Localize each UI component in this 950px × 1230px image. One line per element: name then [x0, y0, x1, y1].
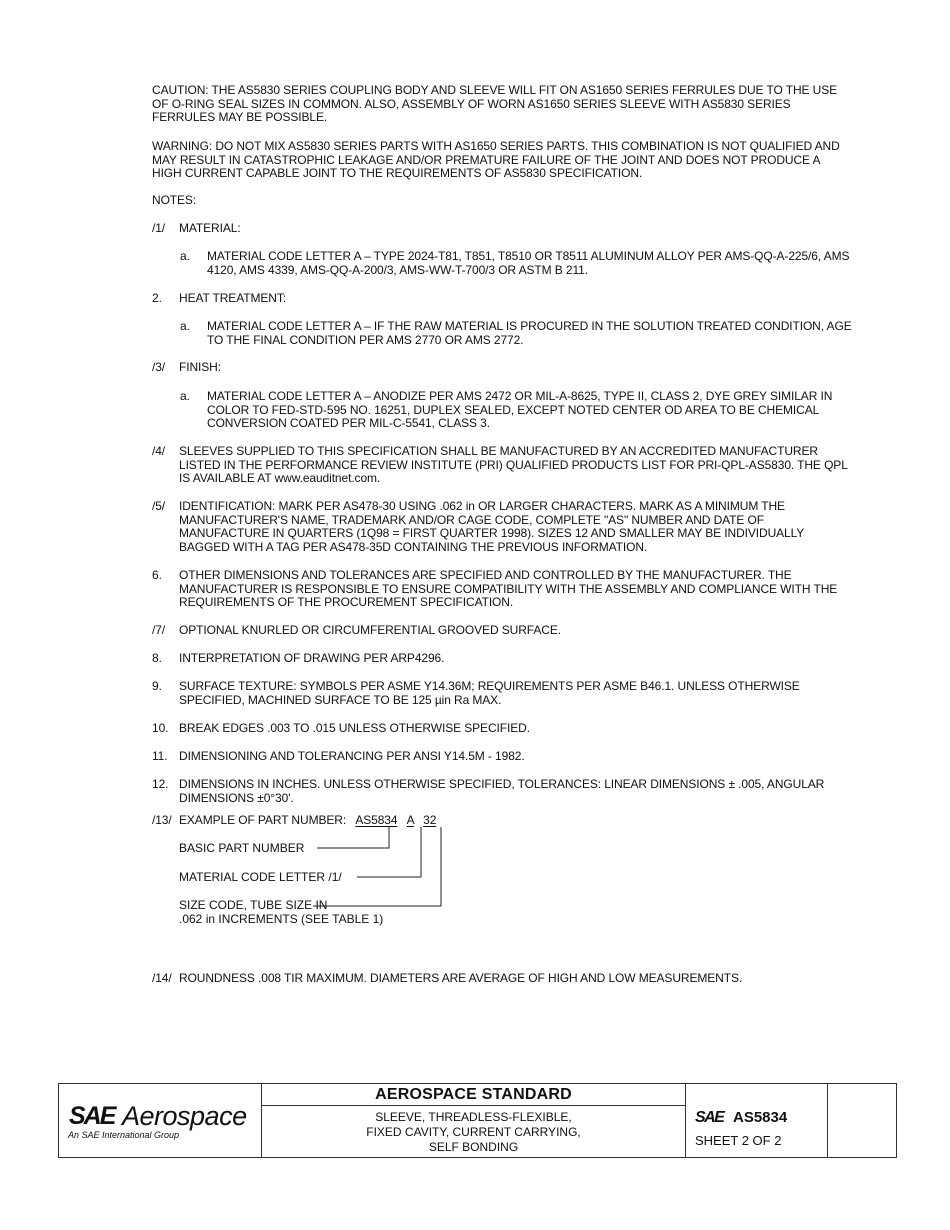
- title-block: [58, 1083, 897, 1158]
- sae-logo: SAE: [69, 1102, 115, 1130]
- note-number: 8.: [152, 651, 162, 665]
- subnote-letter: a.: [180, 249, 190, 263]
- note-text: SURFACE TEXTURE: SYMBOLS PER ASME Y14.36M; REQUIREMENTS PER ASME B46.1. UNLESS OTHERWISE SPECIFIED, MACHINED SURFACE TO BE 125 µin Ra MAX.: [179, 679, 800, 707]
- caution-paragraph: CAUTION: THE AS5830 SERIES COUPLING BODY AND SLEEVE WILL FIT ON AS1650 SERIES FERRULES DUE TO THE USE OF O-RING SEAL SIZES IN COMMON. ALSO, ASSEMBLY OF WORN AS1650 SERIES SLEEVE WITH AS5830 SERIES FERRULES MAY BE POSSIBLE.: [152, 83, 838, 124]
- part-number-size: 32: [423, 813, 437, 827]
- note-number: 2.: [152, 291, 162, 305]
- note-text: OTHER DIMENSIONS AND TOLERANCES ARE SPECIFIED AND CONTROLLED BY THE MANUFACTURER. THE MANUFACTURER IS RESPONSIBLE TO ENSURE COMPATIBILITY WITH THE ASSEMBLY AND COMPLIANCE WITH THE REQUIREMENTS OF THE PROCUREMENT SPECIFICATION.: [179, 568, 838, 609]
- subnote-letter: a.: [180, 319, 190, 333]
- sheet-number: SHEET 2 OF 2: [695, 1133, 782, 1148]
- title-cell: [262, 1084, 686, 1157]
- document-title: [262, 1110, 685, 1155]
- title-line-3: SELF BONDING: [428, 1140, 519, 1154]
- leader-basic: [317, 827, 389, 848]
- note-number: /3/: [152, 360, 166, 374]
- subnote-text: MATERIAL CODE LETTER A – ANODIZE PER AMS 2472 OR MIL-A-8625, TYPE II, CLASS 2, DYE GREY SIMILAR IN COLOR TO FED-STD-595 NO. 16251, DUPLEX SEALED, EXCEPT NOTED CENTER OD AREA TO BE CHEMICAL CONVERSION COATED PER MIL-C-5541, CLASS 3.: [207, 389, 833, 430]
- aerospace-logo-text: Aerospace: [122, 1101, 247, 1131]
- label-basic-part-number: BASIC PART NUMBER: [179, 841, 305, 855]
- note-number: /1/: [152, 221, 166, 235]
- part-number-basic: AS5834: [355, 813, 398, 827]
- part-number-code: A: [406, 813, 414, 827]
- note-text: IDENTIFICATION: MARK PER AS478-30 USING .062 in OR LARGER CHARACTERS. MARK AS A MINIMUM THE MANUFACTURER'S NAME, TRADEMARK AND/OR CAGE CODE, COMPLETE "AS" NUMBER AND DATE OF MANUFACTURE IN QUARTERS (1Q98 = FIRST QUARTER 1998). SIZES 12 AND SMALLER MAY BE INDIVIDUALLY BAGGED WITH A TAG PER AS478-35D CONTAINING THE PREVIOUS INFORMATION.: [179, 499, 804, 554]
- note-text: OPTIONAL KNURLED OR CIRCUMFERENTIAL GROOVED SURFACE.: [179, 623, 561, 637]
- label-size-code-1: SIZE CODE, TUBE SIZE IN: [179, 898, 328, 912]
- doc-number-cell: [686, 1084, 828, 1157]
- note-text: DIMENSIONS IN INCHES. UNLESS OTHERWISE SPECIFIED, TOLERANCES: LINEAR DIMENSIONS ± .005, ANGULAR DIMENSIONS ±0°30'.: [179, 777, 825, 805]
- note-number: /13/: [152, 813, 172, 827]
- note-number: /14/: [152, 971, 172, 985]
- note-number: 10.: [152, 721, 169, 735]
- note-text: FINISH:: [179, 360, 221, 374]
- warning-paragraph: WARNING: DO NOT MIX AS5830 SERIES PARTS WITH AS1650 SERIES PARTS. THIS COMBINATION IS NOT QUALIFIED AND MAY RESULT IN CATASTROPHIC LEAKAGE AND/OR PREMATURE FAILURE OF THE JOINT AND DOES NOT PRODUCE A HIGH CURRENT CAPABLE JOINT TO THE REQUIREMENTS OF AS5830 SPECIFICATION.: [152, 139, 840, 180]
- note-text: MATERIAL:: [179, 221, 241, 235]
- standard-label: AEROSPACE STANDARD: [262, 1084, 685, 1106]
- label-material-code: MATERIAL CODE LETTER /1/: [179, 870, 342, 884]
- label-size-code-2: .062 in INCREMENTS (SEE TABLE 1): [179, 912, 384, 926]
- note-number: 6.: [152, 568, 162, 582]
- subnote-text: MATERIAL CODE LETTER A – IF THE RAW MATERIAL IS PROCURED IN THE SOLUTION TREATED CONDITION, AGE TO THE FINAL CONDITION PER AMS 2770 OR AMS 2772.: [207, 319, 852, 347]
- note-text: EXAMPLE OF PART NUMBER:: [179, 813, 347, 827]
- subnote-letter: a.: [180, 389, 190, 403]
- note-number: 9.: [152, 679, 162, 693]
- note-text: DIMENSIONING AND TOLERANCING PER ANSI Y14.5M - 1982.: [179, 749, 525, 763]
- note-number: 12.: [152, 777, 169, 791]
- note-number: 11.: [152, 749, 168, 763]
- title-line-1: SLEEVE, THREADLESS-FLEXIBLE,: [375, 1110, 572, 1124]
- notes-heading: NOTES:: [152, 193, 197, 207]
- leader-size: [313, 827, 441, 906]
- sae-mark: SAE: [695, 1109, 724, 1126]
- note-text: INTERPRETATION OF DRAWING PER ARP4296.: [179, 651, 445, 665]
- note-text: BREAK EDGES .003 TO .015 UNLESS OTHERWISE SPECIFIED.: [179, 721, 530, 735]
- title-line-2: FIXED CAVITY, CURRENT CARRYING,: [366, 1125, 581, 1139]
- note-text: SLEEVES SUPPLIED TO THIS SPECIFICATION SHALL BE MANUFACTURED BY AN ACCREDITED MANUFACTURER LISTED IN THE PERFORMANCE REVIEW INSTITUTE (PRI) QUALIFIED PRODUCTS LIST FOR PRI-QPL-AS5830. THE QPL IS AVAILABLE AT www.eauditnet.com.: [179, 444, 848, 485]
- note-text: HEAT TREATMENT:: [179, 291, 286, 305]
- revision-cell: [828, 1084, 896, 1157]
- logo-cell: [59, 1084, 262, 1157]
- logo-subtitle: An SAE International Group: [68, 1130, 180, 1140]
- document-number: AS5834: [733, 1109, 788, 1126]
- note-text: ROUNDNESS .008 TIR MAXIMUM. DIAMETERS ARE AVERAGE OF HIGH AND LOW MEASUREMENTS.: [179, 971, 743, 985]
- note-number: /7/: [152, 623, 166, 637]
- note-number: /4/: [152, 444, 166, 458]
- subnote-text: MATERIAL CODE LETTER A – TYPE 2024-T81, T851, T8510 OR T8511 ALUMINUM ALLOY PER AMS-QQ-A-225/6, AMS 4120, AMS 4339, AMS-QQ-A-200/3, AMS-WW-T-700/3 OR ASTM B 211.: [207, 249, 850, 277]
- note-number: /5/: [152, 499, 166, 513]
